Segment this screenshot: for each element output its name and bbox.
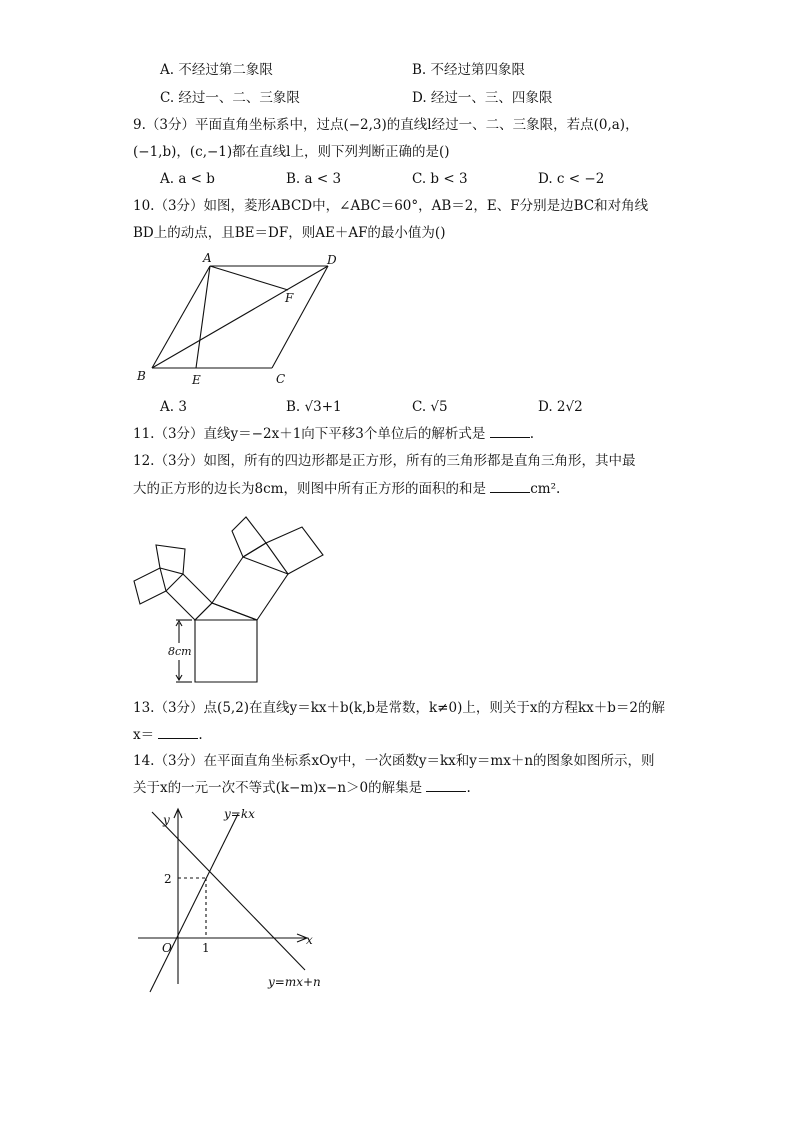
q9-option-c: C. b < 3: [412, 171, 468, 187]
q14-line2: [133, 779, 471, 797]
small-square-3: [232, 517, 266, 557]
label-d: D: [327, 253, 337, 267]
small-square-4: [266, 527, 323, 574]
q8-option-a: A. 不经过第二象限: [160, 62, 273, 78]
q12-line1: 12.（3分）如图，所有的四边形都是正方形，所有的三角形都是直角三角形，其中最: [133, 453, 636, 469]
line-kx-label: y=kx: [224, 807, 255, 821]
q9-option-d: D. c < −2: [538, 171, 605, 187]
q12-unit: cm²: [530, 481, 557, 497]
center-triangle: [195, 603, 257, 620]
q13-line2: [133, 726, 203, 744]
q12-answer-blank[interactable]: [490, 480, 530, 493]
diagonal-bd: [152, 266, 328, 368]
q11-text: 11.（3分）直线y＝−2x＋1向下平移3个单位后的解析式是: [133, 426, 486, 442]
segment-af: [210, 266, 288, 290]
label-f: F: [285, 291, 294, 305]
q9-option-a: A. a < b: [160, 171, 215, 187]
q10-option-b: B. √3+1: [286, 399, 342, 415]
line-mx-n: [152, 812, 305, 970]
rhombus-figure: [130, 250, 350, 390]
q11-answer-blank[interactable]: [490, 425, 530, 438]
q9-option-b: B. a < 3: [286, 171, 342, 187]
q14-text: 关于x的一元一次不等式(k−m)x−n＞0的解集是: [133, 780, 423, 796]
small-square-1: [134, 568, 166, 604]
x-axis-label: x: [306, 933, 313, 947]
line-mx-n-label: y=mx+n: [268, 975, 321, 989]
side-ab: [152, 266, 210, 368]
label-b: B: [137, 369, 146, 383]
side-length-label: 8cm: [168, 645, 192, 658]
q8-option-d: D. 经过一、三、四象限: [412, 90, 553, 106]
big-square: [195, 620, 257, 682]
left-square: [166, 574, 212, 620]
origin-label: O: [162, 941, 172, 955]
q13-answer-blank[interactable]: [158, 726, 198, 739]
q9-line2: (−1,b)，(c,−1)都在直线l上，则下列判断正确的是(): [133, 144, 450, 160]
q10-option-d: D. 2√2: [538, 399, 583, 415]
q8-option-b: B. 不经过第四象限: [412, 62, 526, 78]
segment-ae: [196, 266, 210, 368]
q14-end: .: [466, 780, 471, 796]
q10-line1: 10.（3分）如图，菱形ABCD中，∠ABC＝60°，AB＝2，E、F分别是边BC和对角线: [133, 198, 649, 214]
tick-y-label: 2: [164, 872, 172, 886]
q14-answer-blank[interactable]: [426, 779, 466, 792]
tick-x-label: 1: [202, 941, 210, 955]
label-a: A: [203, 251, 212, 265]
q12-line2: [133, 480, 560, 498]
q11-end: .: [529, 426, 534, 442]
q13-end: .: [198, 727, 203, 743]
q10-option-a: A. 3: [160, 399, 187, 415]
squares-figure: [130, 505, 340, 690]
label-e: E: [192, 373, 201, 387]
q13-line1: 13.（3分）点(5,2)在直线y＝kx＋b(k,b是常数，k≠0)上，则关于x的方程kx＋b＝2的解: [133, 700, 665, 716]
q13-text: x＝: [133, 727, 155, 743]
right-square: [212, 557, 288, 620]
function-graph: [130, 804, 350, 994]
q10-line2: BD上的动点，且BE＝DF，则AE＋AF的最小值为(): [133, 225, 446, 241]
q14-line1: 14.（3分）在平面直角坐标系xOy中，一次函数y＝kx和y＝mx＋n的图象如图所示，则: [133, 753, 655, 769]
line-kx: [150, 814, 238, 992]
label-c: C: [276, 372, 286, 386]
q8-option-c: C. 经过一、二、三象限: [160, 90, 300, 106]
q10-option-c: C. √5: [412, 399, 448, 415]
q12-end: .: [556, 481, 561, 497]
q12-text: 大的正方形的边长为8cm，则图中所有正方形的面积的和是: [133, 481, 486, 497]
q11-line: [133, 425, 534, 443]
side-dc: [272, 266, 328, 368]
q9-line1: 9.（3分）平面直角坐标系中，过点(−2,3)的直线l经过一、二、三象限，若点(0,a)，: [133, 117, 639, 133]
y-axis-label: y: [163, 813, 170, 827]
